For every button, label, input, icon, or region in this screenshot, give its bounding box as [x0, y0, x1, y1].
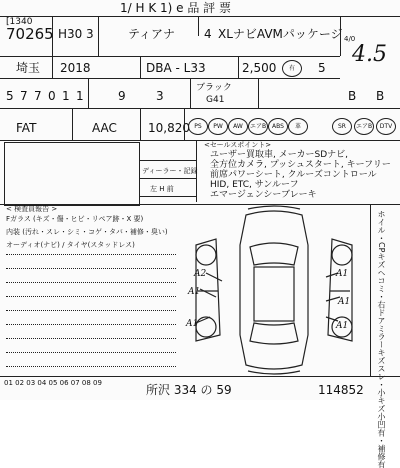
badge-yes: 有 — [282, 60, 302, 77]
model-code: DBA - L33 — [146, 61, 206, 75]
grade: XLナビAVMパッケージ — [218, 27, 343, 41]
right-front-wheel — [332, 245, 352, 265]
era-label: H30 — [58, 27, 83, 41]
sales-line-3: 前席パワーシート, クルーズコントロール — [210, 170, 377, 180]
equip-sr: SR — [332, 118, 352, 135]
mark-a1-left-rear: A1 — [186, 319, 199, 329]
side-mark: 4/0 — [344, 35, 356, 43]
car-damage-diagram — [176, 205, 372, 375]
footer-plate: 所沢 334 の 59 — [146, 383, 232, 397]
mark-a1-left-front: A1 — [188, 287, 201, 297]
lot-prefix: [1340 — [6, 17, 33, 27]
inspection-line-1: Fガラス (キズ・傷・ヒビ・リペア跡・X 要) — [6, 215, 144, 223]
mark-a1-right-mid: A1 — [338, 297, 351, 307]
year: 2018 — [60, 61, 91, 75]
displacement: 2,500 — [242, 61, 277, 75]
color-code: G41 — [206, 95, 225, 105]
footer-number: 114852 — [318, 383, 364, 397]
mileage: 10,820 — [148, 121, 190, 135]
chassis-end: 1 — [76, 89, 84, 103]
mark-a1-right-rear: A1 — [336, 321, 349, 331]
score: 4.5 — [352, 42, 387, 67]
footer-labels: 01 02 03 04 05 06 07 08 09 — [4, 379, 102, 387]
sales-points-header: <セールスポイント> — [204, 141, 272, 149]
inspection-line-3: オーディオ(ナビ) / タイヤ(スタッドレス) — [6, 241, 135, 249]
region: 埼玉 — [16, 61, 41, 75]
rear-bumper — [248, 371, 300, 374]
door-count: 4 — [204, 27, 212, 41]
equip-airbag-2: エアB — [354, 118, 374, 135]
left-rear-wheel — [196, 317, 216, 337]
equip-ps: PS — [188, 118, 208, 135]
mark-line-a2 — [206, 273, 222, 281]
chassis-digit-2: 7 — [20, 89, 28, 103]
equip-abs: ABS — [268, 118, 288, 135]
ac: AAC — [92, 121, 117, 135]
equip-dtv: DTV — [376, 118, 396, 135]
chassis-digit-5: 1 — [62, 89, 70, 103]
exterior-grade: B — [376, 89, 385, 103]
sales-line-1: ユーザー買取車, メーカーSDナビ, — [210, 150, 349, 160]
right-column-notes: ホイル・CPキズヘコミ・右ドアミラーキズスレ・小キズ小凹有・補修有 — [377, 210, 386, 468]
seats: 5 — [318, 61, 326, 75]
sheet-title: 1/ H K 1) e 品 評 票 — [120, 1, 231, 15]
mark-line-a1-left — [200, 289, 216, 297]
rear-window — [250, 323, 298, 344]
color-main: ブラック — [196, 83, 232, 93]
equip-pw: PW — [208, 118, 228, 135]
equip-leather: 革 — [288, 118, 308, 135]
sales-row-hand: 左 H 前 — [150, 185, 174, 193]
chassis-digit-3: 7 — [34, 89, 42, 103]
sales-line-5: エマージェンシーブレーキ — [210, 190, 317, 200]
shift: FAT — [16, 121, 37, 135]
era-month: 3 — [86, 27, 94, 41]
roof-panel — [254, 267, 294, 321]
sales-row-dealer: ディーラー・記録 — [142, 167, 198, 175]
lot-number: 70265 — [6, 25, 54, 43]
sales-line-2: 全方位カメラ, プッシュスタート, キーフリー — [210, 160, 391, 170]
front-bumper — [248, 206, 300, 209]
interior-grade: B — [348, 89, 357, 103]
equip-airbag: エアB — [248, 118, 268, 135]
inspection-day: 3 — [156, 89, 164, 103]
chassis-digit-1: 5 — [6, 89, 14, 103]
inspection-header: < 検査員報告 > — [6, 205, 58, 213]
left-front-wheel — [196, 245, 216, 265]
sales-line-4: HID, ETC, サンルーフ — [210, 180, 299, 190]
notes-box — [4, 142, 140, 206]
equip-aw: AW — [228, 118, 248, 135]
chassis-digit-4: 0 — [48, 89, 56, 103]
model-name: ティアナ — [128, 27, 176, 41]
inspection-line-2: 内装 (汚れ・スレ・シミ・コゲ・タバ・補修・臭い) — [6, 228, 168, 236]
mark-a2: A2 — [194, 269, 207, 279]
car-body-outline — [240, 211, 308, 369]
inspection-month: 9 — [118, 89, 126, 103]
front-windshield — [250, 243, 298, 265]
mark-a1-right-front: A1 — [336, 269, 349, 279]
